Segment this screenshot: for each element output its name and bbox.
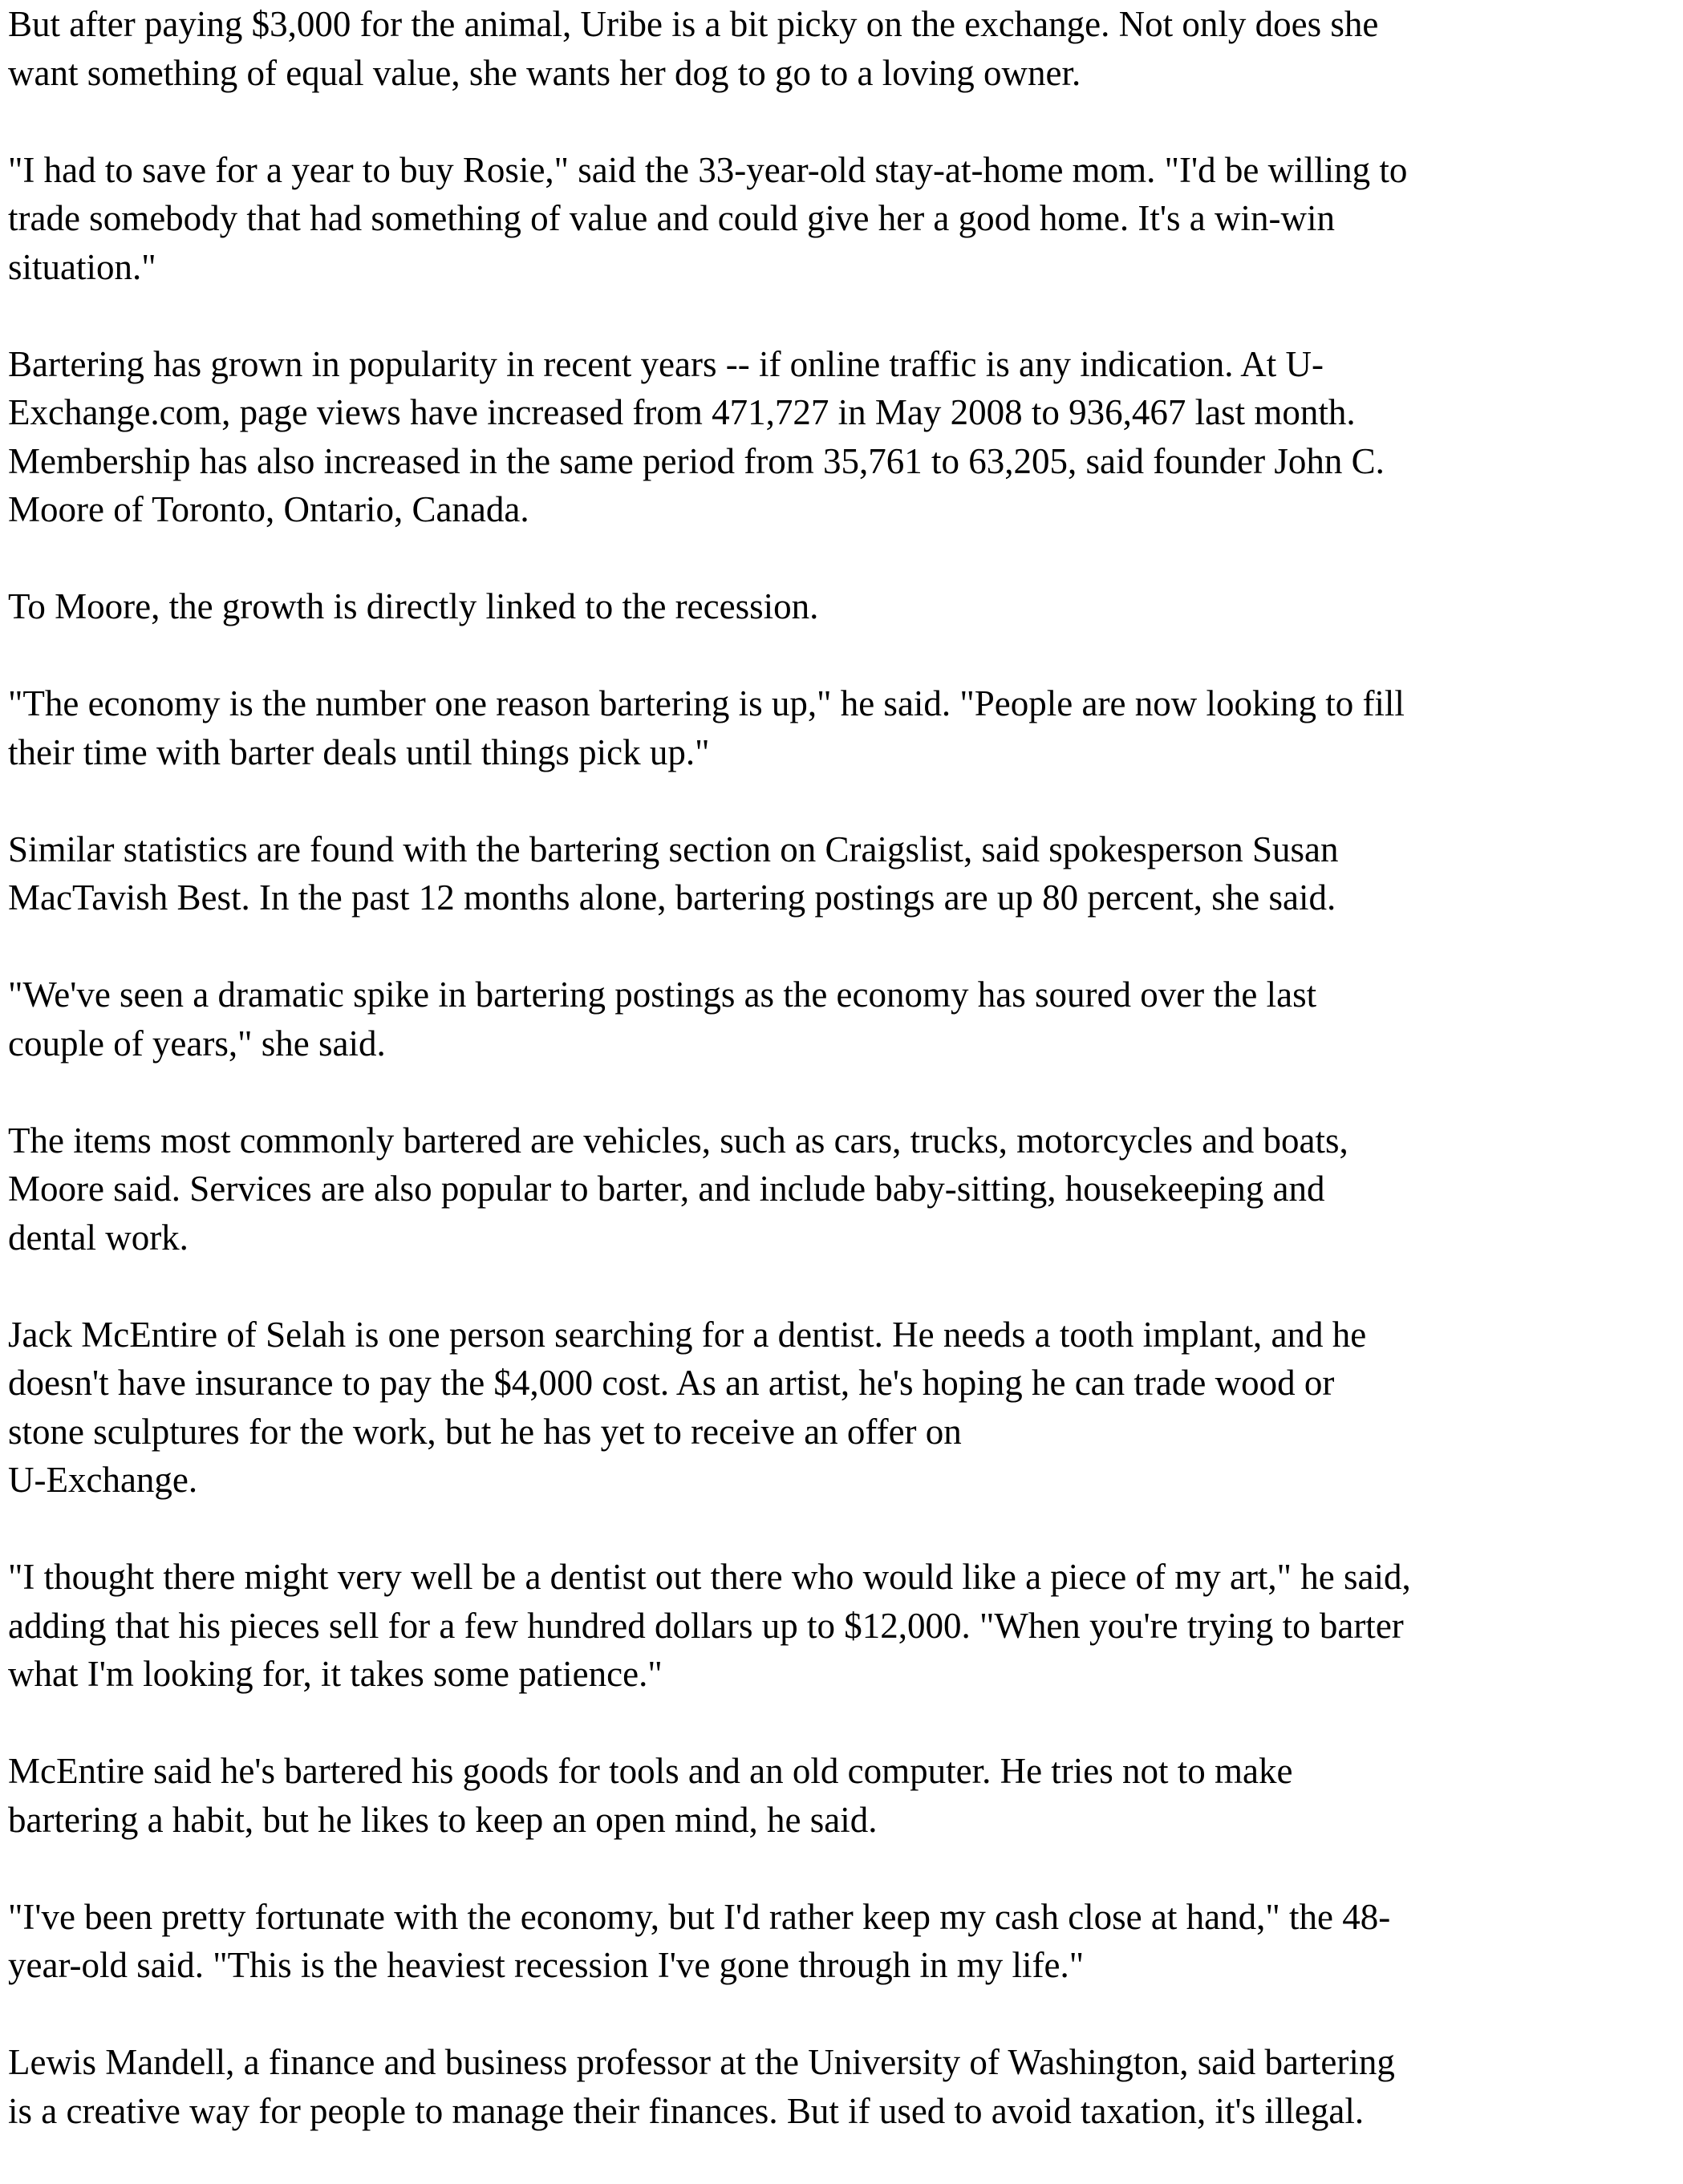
text-line: Exchange.com, page views have increased from 471,727 in May 2008 to 936,467 last month. xyxy=(8,392,1356,432)
paragraph xyxy=(8,1116,1669,1262)
text-line: trade somebody that had something of value and could give her a good home. It's a win-win xyxy=(8,198,1335,238)
text-line: "I thought there might very well be a dentist out there who would like a piece of my art," he said, xyxy=(8,1557,1411,1597)
text-line: situation." xyxy=(8,246,156,287)
text-line: bartering a habit, but he likes to keep an open mind, he said. xyxy=(8,1799,878,1840)
text-line: want something of equal value, she wants her dog to go to a loving owner. xyxy=(8,52,1081,93)
text-line: U-Exchange. xyxy=(8,1460,198,1500)
paragraph xyxy=(8,679,1669,776)
text-line: "The economy is the number one reason bartering is up," he said. "People are now looking to fill xyxy=(8,683,1405,723)
text-line: year-old said. "This is the heaviest recession I've gone through in my life." xyxy=(8,1945,1085,1985)
paragraph xyxy=(8,340,1669,534)
text-line: their time with barter deals until things pick up." xyxy=(8,731,710,772)
text-line: Lewis Mandell, a finance and business professor at the University of Washington, said bartering xyxy=(8,2042,1395,2082)
text-line: Moore said. Services are also popular to barter, and include baby-sitting, housekeeping and xyxy=(8,1169,1325,1209)
text-line: what I'm looking for, it takes some patience." xyxy=(8,1654,663,1694)
paragraph xyxy=(8,0,1669,97)
text-line: McEntire said he's bartered his goods for tools and an old computer. He tries not to make xyxy=(8,1751,1293,1791)
text-line: Moore of Toronto, Ontario, Canada. xyxy=(8,489,529,529)
paragraph xyxy=(8,1553,1669,1699)
text-line: "I've been pretty fortunate with the economy, but I'd rather keep my cash close at hand," the 48- xyxy=(8,1896,1391,1937)
text-line: Bartering has grown in popularity in recent years -- if online traffic is any indication. At U- xyxy=(8,343,1324,384)
paragraph xyxy=(8,146,1669,292)
text-line: Membership has also increased in the same period from 35,761 to 63,205, said founder John C. xyxy=(8,440,1385,481)
text-line: MacTavish Best. In the past 12 months alone, bartering postings are up 80 percent, she said. xyxy=(8,877,1336,918)
paragraph xyxy=(8,582,1669,631)
paragraph xyxy=(8,1747,1669,1844)
text-line: Jack McEntire of Selah is one person searching for a dentist. He needs a tooth implant, and he xyxy=(8,1314,1367,1355)
text-line: The items most commonly bartered are vehicles, such as cars, trucks, motorcycles and boats, xyxy=(8,1120,1348,1161)
text-line: But after paying $3,000 for the animal, Uribe is a bit picky on the exchange. Not only does she xyxy=(8,4,1379,44)
text-line: "We've seen a dramatic spike in bartering postings as the economy has soured over the last xyxy=(8,974,1317,1015)
text-line: dental work. xyxy=(8,1217,189,1258)
paragraph xyxy=(8,825,1669,922)
paragraph xyxy=(8,970,1669,1068)
text-line: doesn't have insurance to pay the $4,000 cost. As an artist, he's hoping he can trade wood or xyxy=(8,1363,1335,1403)
text-line: couple of years," she said. xyxy=(8,1023,386,1064)
text-line: "I had to save for a year to buy Rosie," said the 33-year-old stay-at-home mom. "I'd be willing to xyxy=(8,149,1408,190)
paragraph xyxy=(8,1311,1669,1505)
paragraph xyxy=(8,1893,1669,1990)
document-page xyxy=(8,0,1669,2184)
text-line: Similar statistics are found with the bartering section on Craigslist, said spokesperson Susan xyxy=(8,829,1339,869)
text-line: is a creative way for people to manage their finances. But if used to avoid taxation, it's illegal. xyxy=(8,2090,1365,2131)
text-line: To Moore, the growth is directly linked to the recession. xyxy=(8,586,819,626)
paragraph xyxy=(8,2038,1669,2135)
text-line: stone sculptures for the work, but he has yet to receive an offer on xyxy=(8,1411,962,1452)
text-line: adding that his pieces sell for a few hundred dollars up to $12,000. "When you're trying to barter xyxy=(8,1605,1404,1646)
